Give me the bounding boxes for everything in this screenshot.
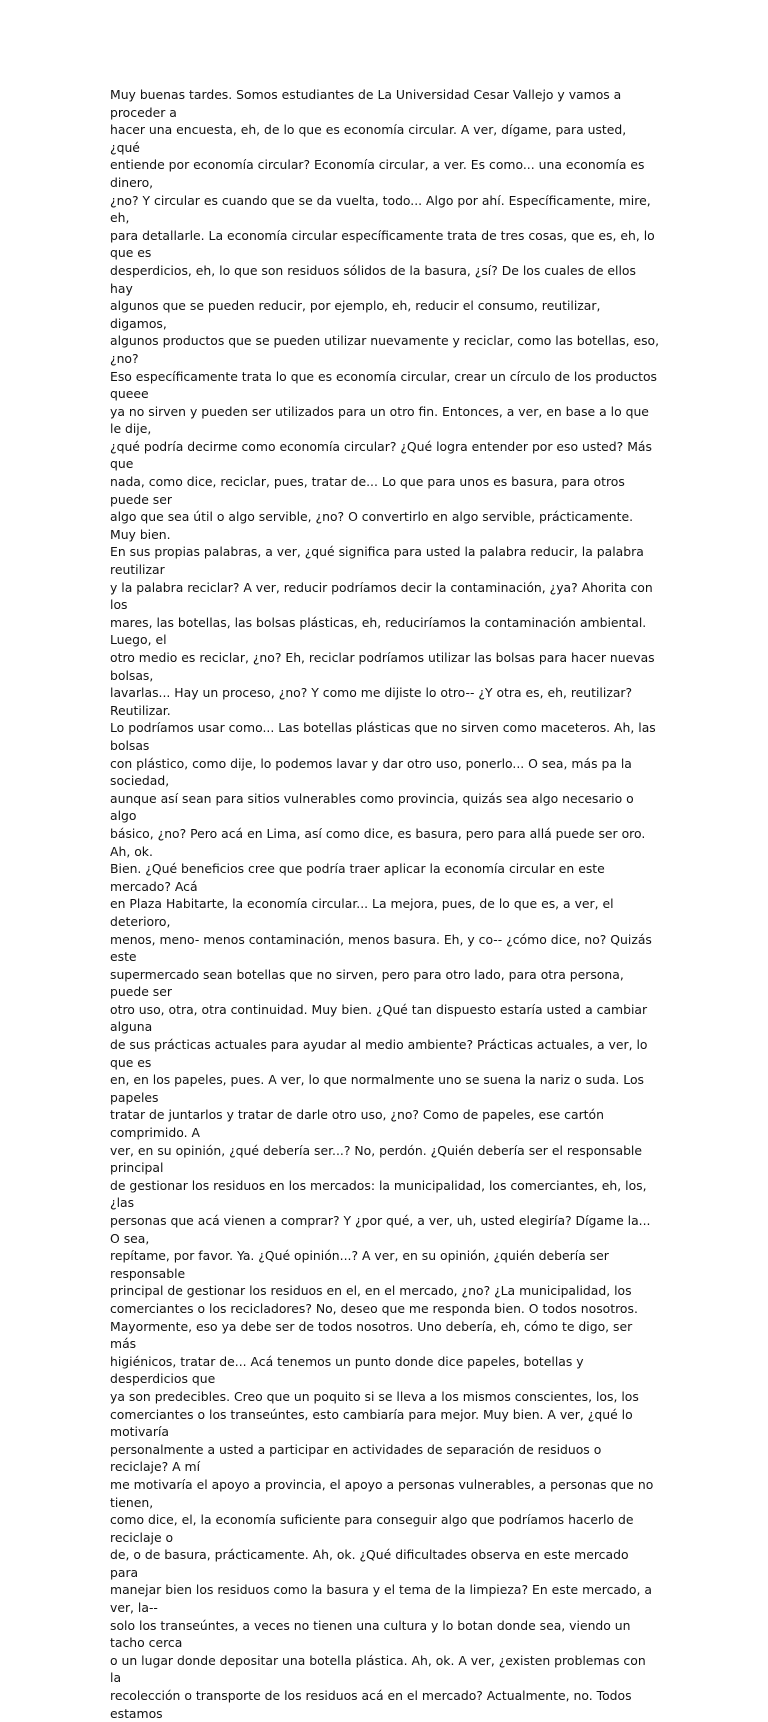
transcript-paragraph: Muy buenas tardes. Somos estudiantes de La Universidad Cesar Vallejo y vamos a proceder a hacer una encuesta, eh, de lo que es economía circular. A ver, dígame, para usted, ¿qué entiende por economía circular? Economía circular, a ver. Es como... una economía es dinero, ¿no? Y circular es cuando que se da vuelta, todo... Algo por ahí. Específicamente, mire, eh, para detallarle. La economía circular específicamente trata de tres cosas, que es, eh, lo que es desperdicios, eh, lo que son residuos sólidos de la basura, ¿sí? De los cuales de ellos hay algunos que se pueden reducir, por ejemplo, eh, reducir el consumo, reutilizar, digamos, algunos productos que se pueden utilizar nuevamente y reciclar, como las botellas, eso, ¿no? Eso específicamente trata lo que es economía circular, crear un círculo de los productos queee ya no sirven y pueden ser utilizados para un otro fin. Entonces, a ver, en base a lo que le dije, ¿qué podría decirme como economía circular? ¿Qué logra entender por eso usted? Más que nada, como dice, reciclar, pues, tratar de... Lo que para unos es basura, para otros puede ser algo que sea útil o algo servible, ¿no? O convertirlo en algo servible, prácticamente. Muy bien. En sus propias palabras, a ver, ¿qué significa para usted la palabra reducir, la palabra reutilizar y la palabra reciclar? A ver, reducir podríamos decir la contaminación, ¿ya? Ahorita con los mares, las botellas, las bolsas plásticas, eh, reduciríamos la contaminación ambiental. Luego, el otro medio es reciclar, ¿no? Eh, reciclar podríamos utilizar las bolsas para hacer nuevas bolsas, lavarlas... Hay un proceso, ¿no? Y como me dijiste lo otro-- ¿Y otra es, eh, reutilizar? Reutilizar. Lo podríamos usar como... Las botellas plásticas que no sirven como maceteros. Ah, las bolsas con plástico, como dije, lo podemos lavar y dar otro uso, ponerlo... O sea, más pa la sociedad, aunque así sean para sitios vulnerables como provincia, quizás sea algo necesario o algo básico, ¿no? Pero acá en Lima, así como dice, es basura, pero para allá puede ser oro. Ah, ok. Bien. ¿Qué beneficios cree que podría traer aplicar la economía circular en este mercado? Acá en Plaza Habitarte, la economía circular... La mejora, pues, de lo que es, a ver, el deterioro, menos, meno- menos contaminación, menos basura. Eh, y co-- ¿cómo dice, no? Quizás este supermercado sean botellas que no sirven, pero para otro lado, para otra persona, puede ser otro uso, otra, otra continuidad. Muy bien. ¿Qué tan dispuesto estaría usted a cambiar alguna de sus prácticas actuales para ayudar al medio ambiente? Prácticas actuales, a ver, lo que es en, en los papeles, pues. A ver, lo que normalmente uno se suena la nariz o suda. Los papeles tratar de juntarlos y tratar de darle otro uso, ¿no? Como de papeles, ese cartón comprimido. A ver, en su opinión, ¿qué debería ser...? No, perdón. ¿Quién debería ser el responsable principal de gestionar los residuos en los mercados: la municipalidad, los comerciantes, eh, los, ¿las personas que acá vienen a comprar? Y ¿por qué, a ver, uh, usted elegiría? Dígame la... O sea, repítame, por favor. Ya. ¿Qué opinión...? A ver, en su opinión, ¿quién debería ser responsable principal de gestionar los residuos en el, en el mercado, ¿no? ¿La municipalidad, los comerciantes o los recicladores? No, deseo que me responda bien. O todos nosotros. Mayormente, eso ya debe ser de todos nosotros. Uno debería, eh, cómo te digo, ser más higiénicos, tratar de... Acá tenemos un punto donde dice papeles, botellas y desperdicios que ya son predecibles. Creo que un poquito si se lleva a los mismos conscientes, los, los comerciantes o los transeúntes, esto cambiaría para mejor. Muy bien. A ver, ¿qué lo motivaría personalmente a usted a participar en actividades de separación de residuos o reciclaje? A mí me motivaría el apoyo a provincia, el apoyo a personas vulnerables, a personas que no tienen, como dice, el, la economía suficiente para conseguir algo que podríamos hacerlo de reciclaje o de, o de basura, prácticamente. Ah, ok. ¿Qué dificultades observa en este mercado para manejar bien los residuos como la basura y el tema de la limpieza? En este mercado, a ver, la-- solo los transeúntes, a veces no tienen una cultura y lo botan donde sea, viendo un tacho cerca o un lugar donde depositar una botella plástica. Ah, ok. A ver, ¿existen problemas con la recolección o transporte de los residuos acá en el mercado? Actualmente, no. Todos estamos: [110, 87, 660, 1721]
